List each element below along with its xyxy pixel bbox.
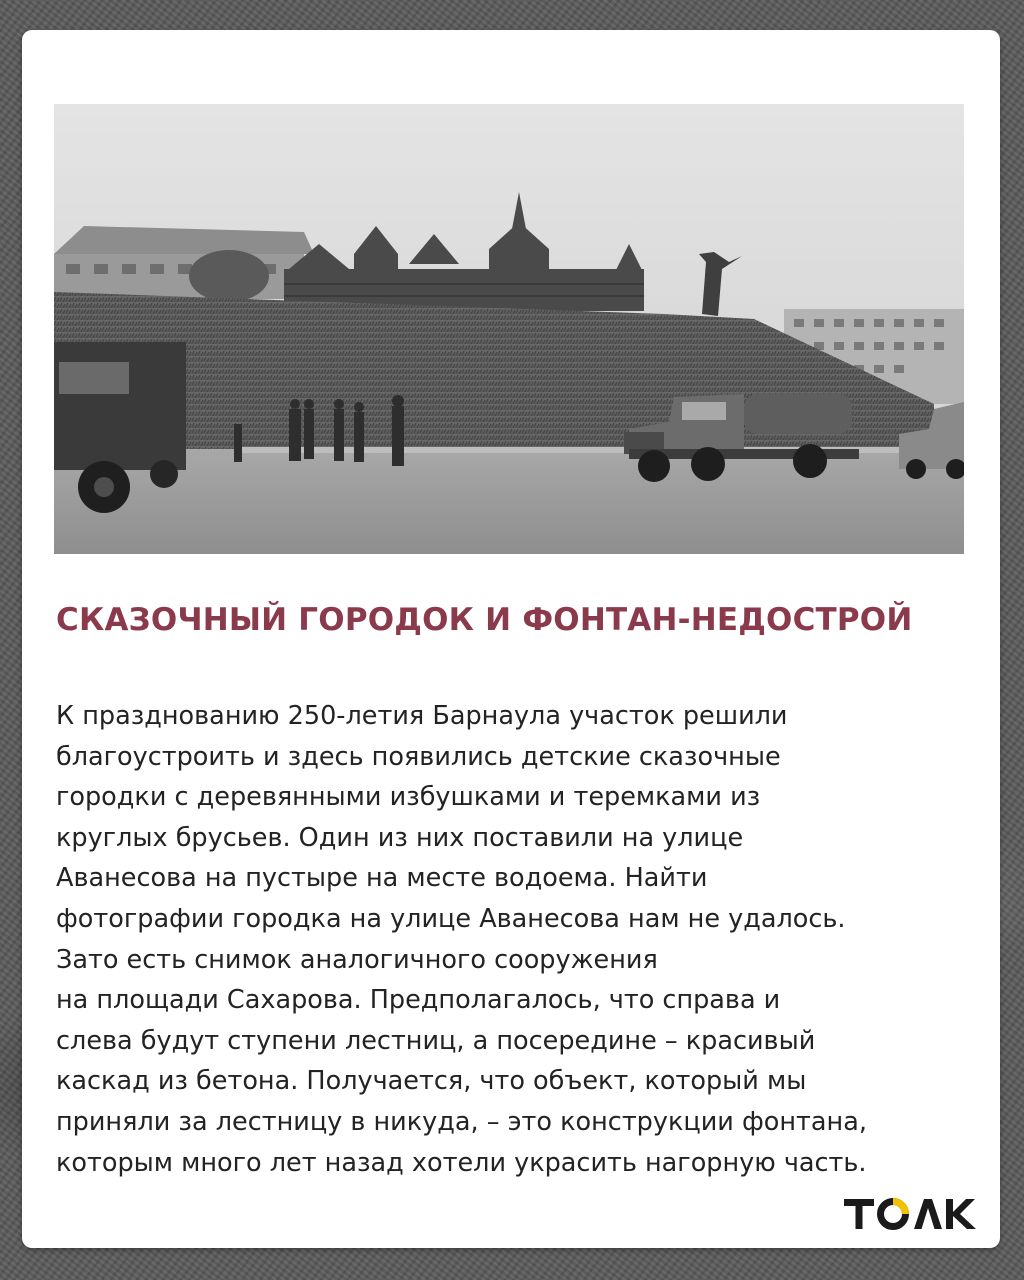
paragraph-line: Зато есть снимок аналогичного сооружения: [56, 944, 658, 975]
paragraph-line: которым много лет назад хотели украсить нагорную часть.: [56, 1147, 867, 1178]
section-heading: СКАЗОЧНЫЙ ГОРОДОК И ФОНТАН-НЕДОСТРОЙ: [56, 602, 913, 638]
paragraph-line: Аванесова на пустыре на месте водоема. Найти: [56, 863, 708, 894]
paragraph-line: К празднованию 250-летия Барнаула участок решили: [56, 701, 788, 731]
paragraph-line: на площади Сахарова. Предполагалось, что справа и: [56, 985, 781, 1016]
archival-photo: [54, 104, 964, 554]
paragraph-line: приняли за лестницу в никуда, – это конструкции фонтана,: [56, 1106, 867, 1137]
tolk-logo: [844, 1193, 978, 1235]
logo-letter-l: [914, 1199, 942, 1229]
paragraph-line: городки с деревянными избушками и теремками из: [56, 782, 761, 813]
body-paragraph: [56, 696, 976, 1183]
photo-illustration: [54, 104, 964, 554]
paragraph-line: слева будут ступени лестниц, а посередине – красивый: [56, 1025, 816, 1056]
paragraph-line: фотографии городка на улице Аванесова нам не удалось.: [56, 903, 846, 934]
paragraph-line: круглых брусьев. Один из них поставили на улице: [56, 822, 744, 853]
content-card: [22, 30, 1000, 1248]
logo-letter-k: [946, 1199, 953, 1229]
logo-accent: [893, 1202, 906, 1215]
tolk-logo-mark: [844, 1193, 978, 1235]
paragraph-line: каскад из бетона. Получается, что объект, который мы: [56, 1066, 807, 1097]
paragraph-line: благоустроить и здесь появились детские сказочные: [56, 741, 781, 772]
